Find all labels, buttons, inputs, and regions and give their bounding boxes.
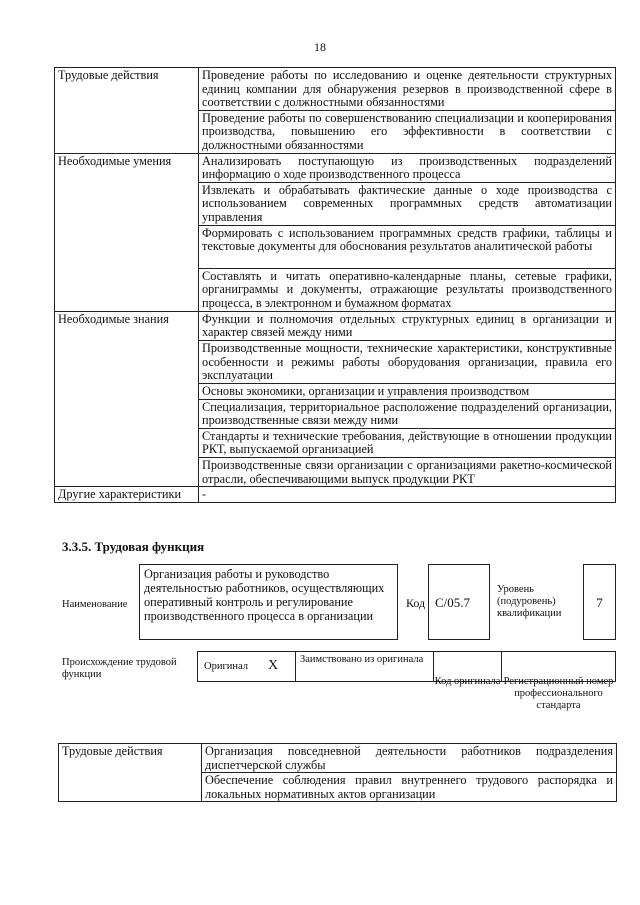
original-mark: Х bbox=[268, 658, 279, 673]
row-label-required-skills: Необходимые умения bbox=[55, 153, 199, 311]
table-cell: Производственные мощности, технические характеристики, конструктивные особенности и режимы работы оборудования организации, правила его эксплуатации bbox=[199, 340, 616, 383]
reg-number-caption: Регистрационный номер профессионального стандарта bbox=[503, 676, 614, 711]
row-label-other-characteristics: Другие характеристики bbox=[55, 487, 199, 503]
table-row bbox=[55, 487, 616, 503]
table-cell: Формировать с использованием программных средств графики, таблицы и текстовые документы для обоснования результатов аналитической работы bbox=[199, 225, 616, 268]
qualification-level-box: 7 bbox=[583, 564, 616, 640]
row-label-required-knowledge: Необходимые знания bbox=[55, 311, 199, 486]
labor-actions-table bbox=[58, 743, 617, 802]
table-cell: - bbox=[199, 487, 616, 503]
borrowed-cell: Заимствовано из оригинала bbox=[295, 651, 434, 682]
table-cell: Основы экономики, организации и управления производством bbox=[199, 383, 616, 399]
table-cell: Специализация, территориальное расположение подразделений организации, производственные связи между ними bbox=[199, 399, 616, 428]
table-cell: Обеспечение соблюдения правил внутреннего трудового распорядка и локальных нормативных актов организации bbox=[202, 773, 617, 802]
table-cell: Организация повседневной деятельности работников подразделения диспетчерской службы bbox=[202, 744, 617, 773]
table-cell: Проведение работы по совершенствованию специализации и кооперирования производства, повышению его эффективности в соответствии с должностными обязанностями bbox=[199, 110, 616, 153]
row-label-labor-actions: Трудовые действия bbox=[59, 744, 202, 802]
table-cell: Извлекать и обрабатывать фактические данные о ходе производства с использованием современных программных средств автоматизации управления bbox=[199, 182, 616, 225]
origin-label: Происхождение трудовой функции bbox=[62, 657, 177, 680]
table-cell: Анализировать поступающую из производственных подразделений информацию о ходе производственного процесса bbox=[199, 153, 616, 182]
original-label: Оригинал bbox=[204, 661, 248, 672]
name-label: Наименование bbox=[62, 599, 128, 610]
qualification-level-label: Уровень (подуровень) квалификации bbox=[497, 584, 562, 619]
original-cell bbox=[197, 651, 296, 682]
table-cell: Проведение работы по исследованию и оценке деятельности структурных единиц компании для обнаружения резервов в производственной сфере в соответствии с должностными обязанностями bbox=[199, 68, 616, 111]
code-original-caption: Код оригинала bbox=[434, 676, 501, 687]
function-name-box: Организация работы и руководство деятельностью работников, осуществляющих оперативный контроль и регулирование производственного процесса в организации bbox=[139, 564, 398, 640]
row-label-labor-actions: Трудовые действия bbox=[55, 68, 199, 154]
code-label: Код bbox=[406, 596, 426, 610]
table-row bbox=[59, 744, 617, 773]
section-heading: 3.3.5. Трудовая функция bbox=[62, 539, 205, 554]
table-cell: Функции и полномочия отдельных структурных единиц в организации и характер связей между ними bbox=[199, 311, 616, 340]
table-cell: Стандарты и технические требования, действующие в отношении продукции РКТ, выпускаемой организацией bbox=[199, 428, 616, 457]
table-cell: Составлять и читать оперативно-календарные планы, сетевые графики, органиграммы и документы, отражающие результаты производственного процесса, в электронном и бумажном форматах bbox=[199, 268, 616, 311]
code-value-box: С/05.7 bbox=[428, 564, 490, 640]
table-row bbox=[55, 311, 616, 340]
page-number: 18 bbox=[314, 40, 326, 54]
table-row bbox=[55, 153, 616, 182]
competency-table bbox=[54, 67, 616, 503]
table-row bbox=[55, 68, 616, 111]
table-cell: Производственные связи организации с организациями ракетно-космической отрасли, обеспечивающими выпуск продукции РКТ bbox=[199, 457, 616, 486]
